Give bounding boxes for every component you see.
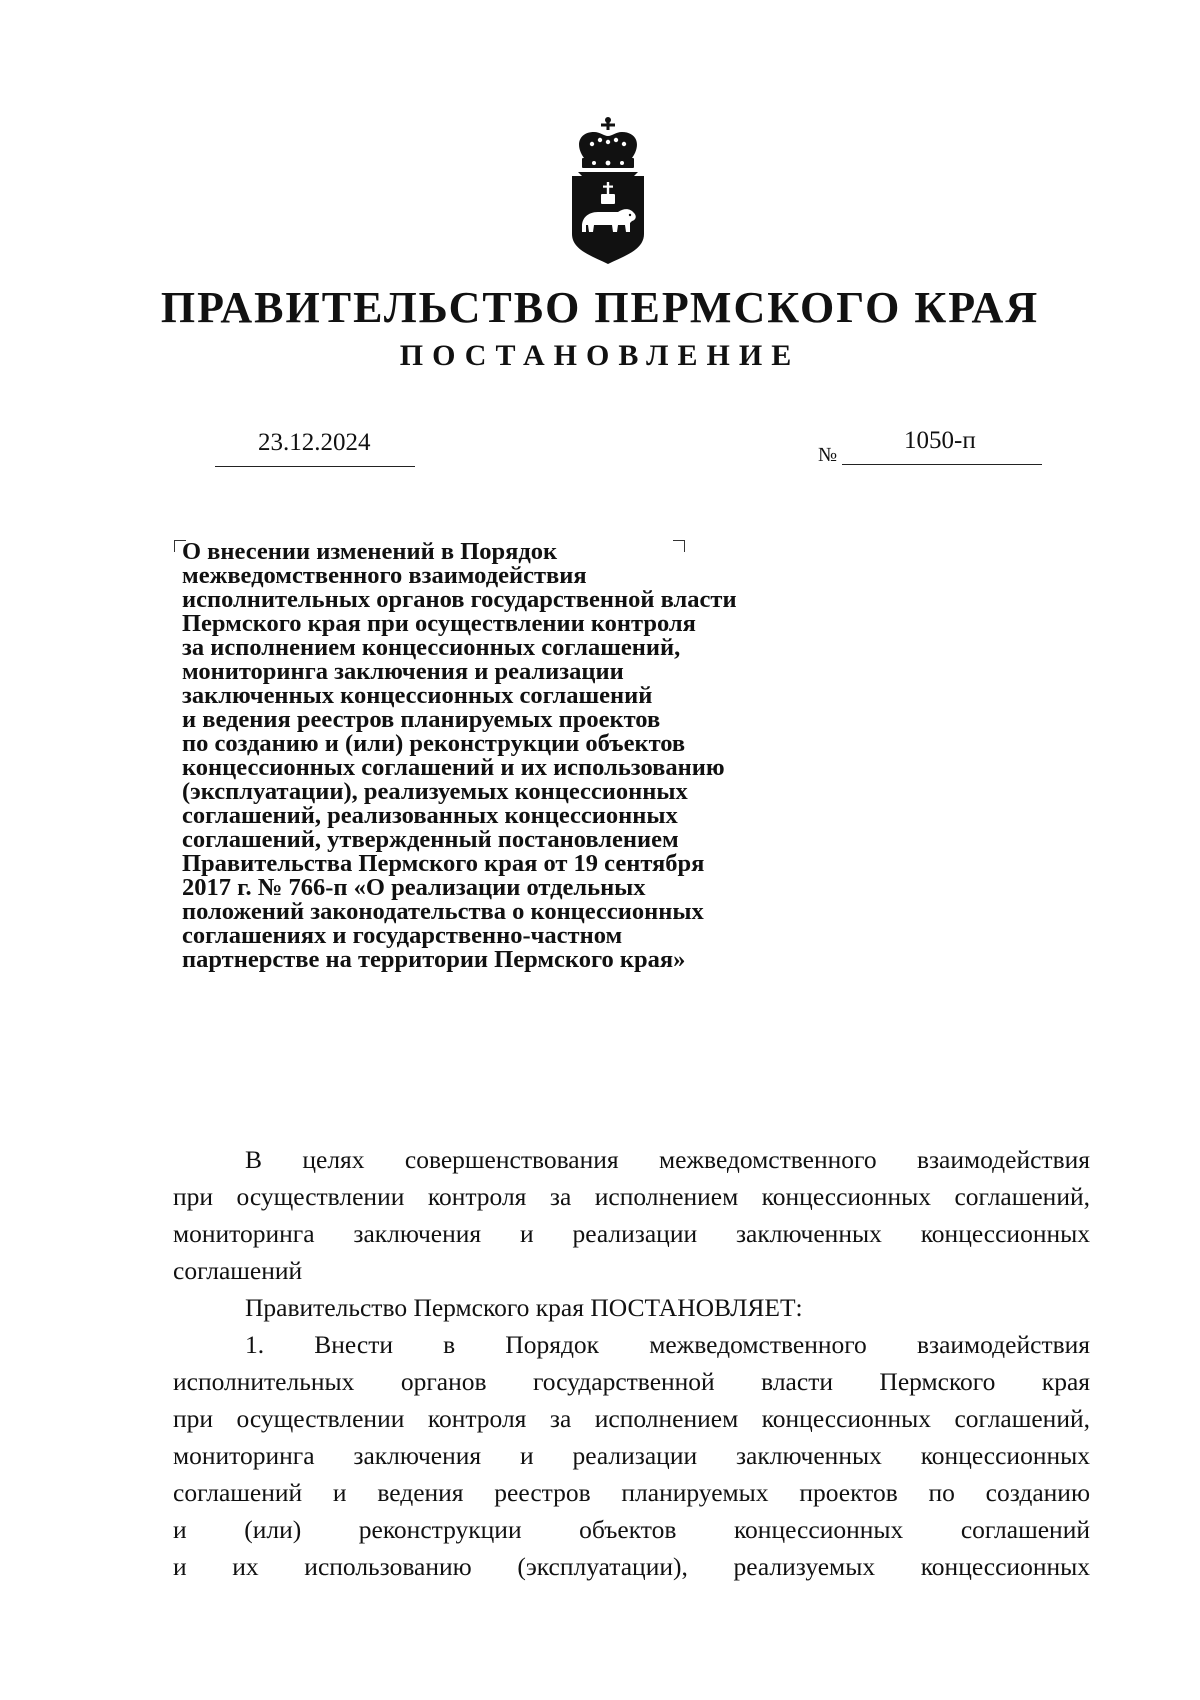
- subject-line: О внесении изменений в Порядок: [182, 538, 558, 565]
- subject-line: (эксплуатации), реализуемых концессионных: [182, 778, 688, 805]
- subject-line: мониторинга заключения и реализации: [182, 658, 624, 685]
- resolution-paragraph: [173, 1289, 1090, 1326]
- subject-line: соглашениях и государственно-частном: [182, 922, 623, 949]
- subject-line: Правительства Пермского края от 19 сентября: [182, 850, 705, 877]
- body-line: и их использованию (эксплуатации), реализуемых концессионных: [173, 1552, 1090, 1581]
- subject-line: концессионных соглашений и их использованию: [182, 754, 725, 781]
- document-date: 23.12.2024: [258, 429, 371, 456]
- body-line: при осуществлении контроля за исполнением концессионных соглашений,: [173, 1404, 1090, 1433]
- number-sign: №: [818, 444, 838, 466]
- body-line: и (или) реконструкции объектов концессионных соглашений: [173, 1515, 1090, 1544]
- subject-line: Пермского края при осуществлении контроля: [182, 610, 696, 637]
- subject-line: и ведения реестров планируемых проектов: [182, 706, 661, 733]
- body-line: мониторинга заключения и реализации заключенных концессионных: [173, 1441, 1090, 1470]
- number-field: [842, 424, 1042, 465]
- perm-krai-coat-of-arms-icon: [564, 114, 652, 264]
- document-body: [173, 1141, 1090, 1585]
- body-line: при осуществлении контроля за исполнением концессионных соглашений,: [173, 1182, 1090, 1211]
- subject-line: 2017 г. № 766-п «О реализации отдельных: [182, 874, 646, 901]
- subject-line: межведомственного взаимодействия: [182, 562, 587, 589]
- body-line: В целях совершенствования межведомственного взаимодействия: [245, 1145, 1090, 1174]
- body-line: мониторинга заключения и реализации заключенных концессионных: [173, 1219, 1090, 1248]
- body-line: соглашений: [173, 1256, 303, 1285]
- subject-line: соглашений, утвержденный постановлением: [182, 826, 679, 853]
- subject-line: положений законодательства о концессионных: [182, 898, 704, 925]
- preamble-paragraph: [173, 1141, 1090, 1289]
- document-type: ПОСТАНОВЛЕНИЕ: [399, 339, 801, 372]
- subject-line: по созданию и (или) реконструкции объектов: [182, 730, 686, 757]
- date-field: [215, 426, 415, 467]
- body-line: исполнительных органов государственной власти Пермского края: [173, 1367, 1090, 1396]
- subject-line: за исполнением концессионных соглашений,: [182, 634, 681, 661]
- body-line: 1. Внести в Порядок межведомственного взаимодействия: [245, 1330, 1090, 1359]
- document-subject: [182, 540, 882, 972]
- subject-line: партнерстве на территории Пермского края»: [182, 946, 686, 973]
- item-1-paragraph: [173, 1326, 1090, 1585]
- resolves-line: Правительство Пермского края ПОСТАНОВЛЯЕТ:: [245, 1293, 803, 1322]
- subject-line: исполнительных органов государственной власти: [182, 586, 737, 613]
- document-number: 1050-п: [904, 427, 976, 454]
- body-line: соглашений и ведения реестров планируемых проектов по созданию: [173, 1478, 1090, 1507]
- subject-line: заключенных концессионных соглашений: [182, 682, 653, 709]
- government-title: ПРАВИТЕЛЬСТВО ПЕРМСКОГО КРАЯ: [160, 283, 1040, 332]
- subject-line: соглашений, реализованных концессионных: [182, 802, 678, 829]
